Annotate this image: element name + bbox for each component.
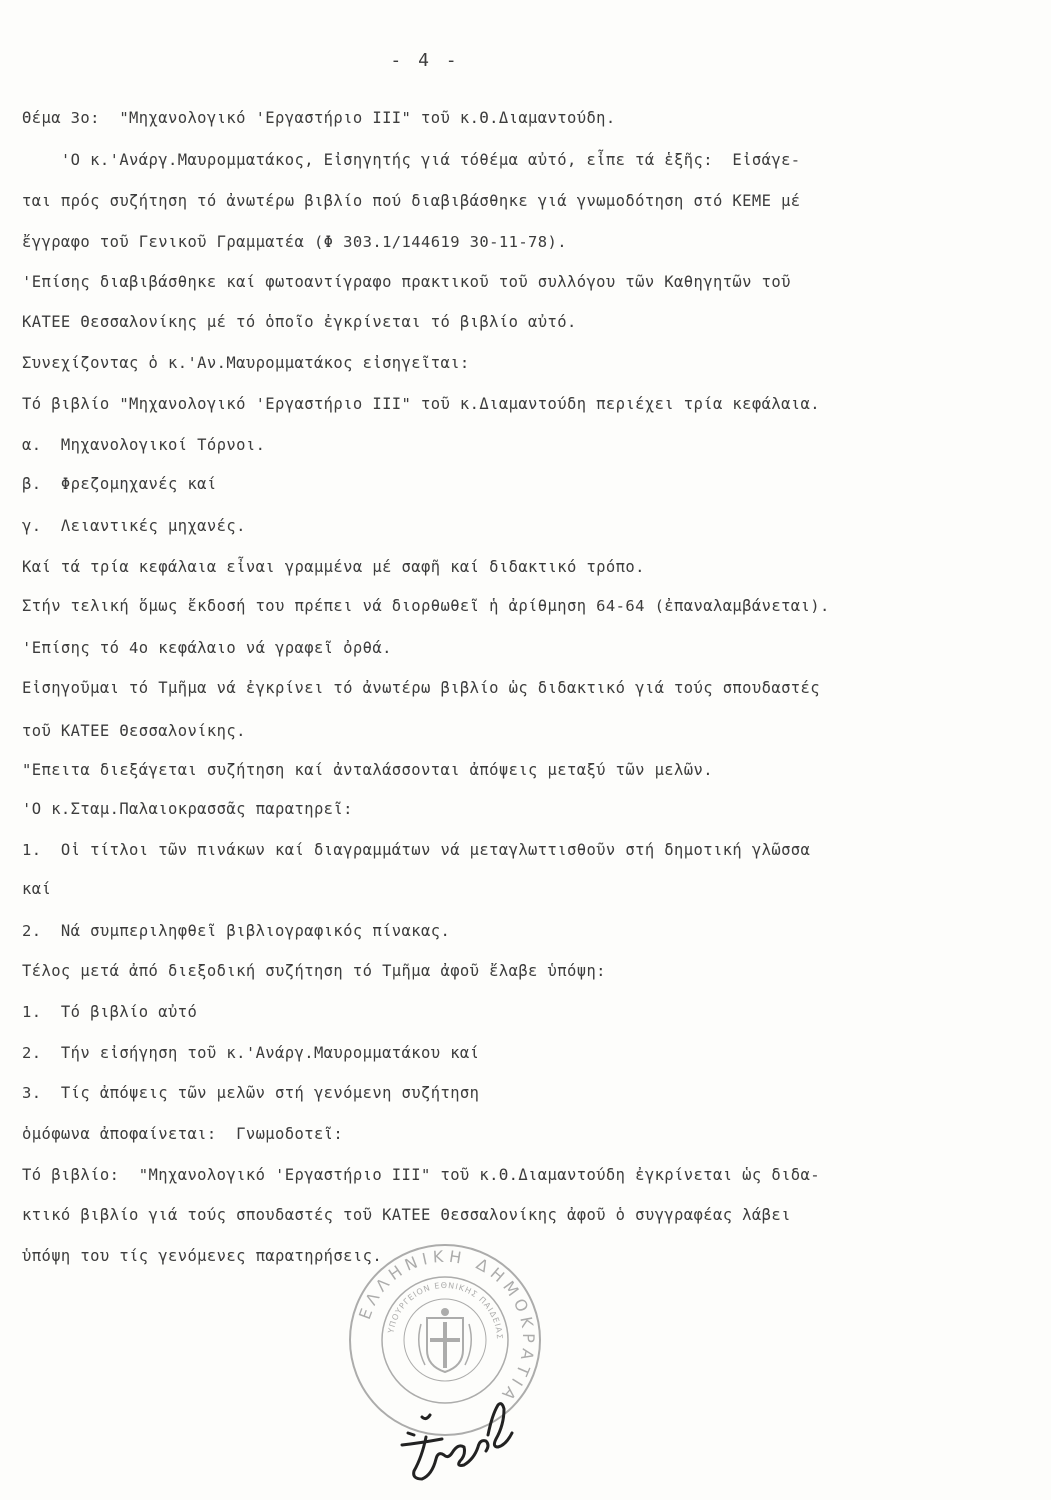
text-line: Τό βιβλίο "Μηχανολογικό 'Εργαστήριο ΙΙΙ" τοῦ κ.Διαμαντούδη περιέχει τρία κεφάλαια. [22, 395, 821, 413]
coat-of-arms-icon [419, 1308, 472, 1372]
text-line: Καί τά τρία κεφάλαια εἶναι γραμμένα μέ σαφῆ καί διδακτικό τρόπο. [22, 558, 645, 576]
text-line: α. Μηχανολογικοί Τόρνοι. [22, 436, 266, 454]
text-line: 'Επίσης τό 4ο κεφάλαιο νά γραφεῖ ὀρθά. [22, 639, 392, 657]
text-line: 1. Τό βιβλίο αὐτό [22, 1003, 198, 1021]
text-line: Τό βιβλίο: "Μηχανολογικό 'Εργαστήριο ΙΙΙ" τοῦ κ.Θ.Διαμαντούδη ἐγκρίνεται ὡς διδα- [22, 1166, 821, 1184]
text-line: ἔγγραφο τοῦ Γενικοῦ Γραμματέα (Φ 303.1/144619 30-11-78). [22, 233, 567, 251]
text-line: κτικό βιβλίο γιά τούς σπουδαστές τοῦ ΚΑΤΕΕ Θεσσαλονίκης ἀφοῦ ὁ συγγραφέας λάβει [22, 1206, 791, 1224]
handwritten-signature [400, 1395, 525, 1490]
text-line: Συνεχίζοντας ὁ κ.'Αν.Μαυρομματάκος εἰσηγεῖται: [22, 354, 470, 372]
text-line: 2. Τήν εἰσήγηση τοῦ κ.'Ανάργ.Μαυρομματάκου καί [22, 1044, 480, 1062]
text-line: 'Επίσης διαβιβάσθηκε καί φωτοαντίγραφο πρακτικοῦ τοῦ συλλόγου τῶν Καθηγητῶν τοῦ [22, 273, 791, 291]
text-line: ὑπόψη του τίς γενόμενες παρατηρήσεις. [22, 1247, 383, 1265]
text-line: Στήν τελική ὅμως ἔκδοσή του πρέπει νά διορθωθεῖ ἡ ἀρίθμηση 64-64 (ἐπαναλαμβάνεται). [22, 597, 830, 615]
text-line: "Επειτα διεξάγεται συζήτηση καί ἀνταλάσσονται ἀπόψεις μεταξύ τῶν μελῶν. [22, 761, 713, 779]
text-line: τοῦ ΚΑΤΕΕ Θεσσαλονίκης. [22, 722, 246, 740]
text-line: 'Ο κ.'Ανάργ.Μαυρομματάκος, Εἰσηγητής γιά τόθέμα αὐτό, εἶπε τά ἑξῆς: Εἰσάγε- [22, 151, 801, 169]
text-line: 2. Νά συμπεριληφθεῖ βιβλιογραφικός πίνακας. [22, 922, 451, 940]
stamp-inner-text: ΥΠΟΥΡΓΕΙΟΝ ΕΘΝΙΚΗΣ ΠΑΙΔΕΙΑΣ [386, 1280, 505, 1341]
text-line: ται πρός συζήτηση τό ἀνωτέρω βιβλίο πού διαβιβάσθηκε γιά γνωμοδότηση στό ΚΕΜΕ μέ [22, 192, 801, 210]
text-line: Τέλος μετά ἀπό διεξοδική συζήτηση τό Τμῆμα ἀφοῦ ἔλαβε ὑπόψη: [22, 962, 606, 980]
text-line: 3. Τίς ἀπόψεις τῶν μελῶν στή γενόμενη συζήτηση [22, 1084, 480, 1102]
text-line: β. Φρεζομηχανές καί [22, 475, 217, 493]
stamp-outer-text: ΕΛΛΗΝΙΚΗ ΔΗΜΟΚΡΑΤΙΑ [354, 1246, 539, 1408]
text-line: γ. Λειαντικές μηχανές. [22, 517, 246, 535]
text-line: 'Ο κ.Σταμ.Παλαιοκρασσᾶς παρατηρεῖ: [22, 800, 353, 818]
text-line: Θέμα 3ο: "Μηχανολογικό 'Εργαστήριο ΙΙΙ" τοῦ κ.Θ.Διαμαντούδη. [22, 109, 616, 127]
text-line: 1. Οἱ τίτλοι τῶν πινάκων καί διαγραμμάτων νά μεταγλωττισθοῦν στή δημοτική γλῶσσα [22, 841, 811, 859]
text-line: καί [22, 880, 52, 898]
text-line: ΚΑΤΕΕ Θεσσαλονίκης μέ τό ὁποῖο ἐγκρίνεται τό βιβλίο αὐτό. [22, 313, 577, 331]
text-line: Εἰσηγοῦμαι τό Τμῆμα νά ἐγκρίνει τό ἀνωτέρω βιβλίο ὡς διδακτικό γιά τούς σπουδαστές [22, 679, 821, 697]
page-number: - 4 - [390, 50, 460, 71]
text-line: ὁμόφωνα ἀποφαίνεται: Γνωμοδοτεῖ: [22, 1125, 344, 1143]
